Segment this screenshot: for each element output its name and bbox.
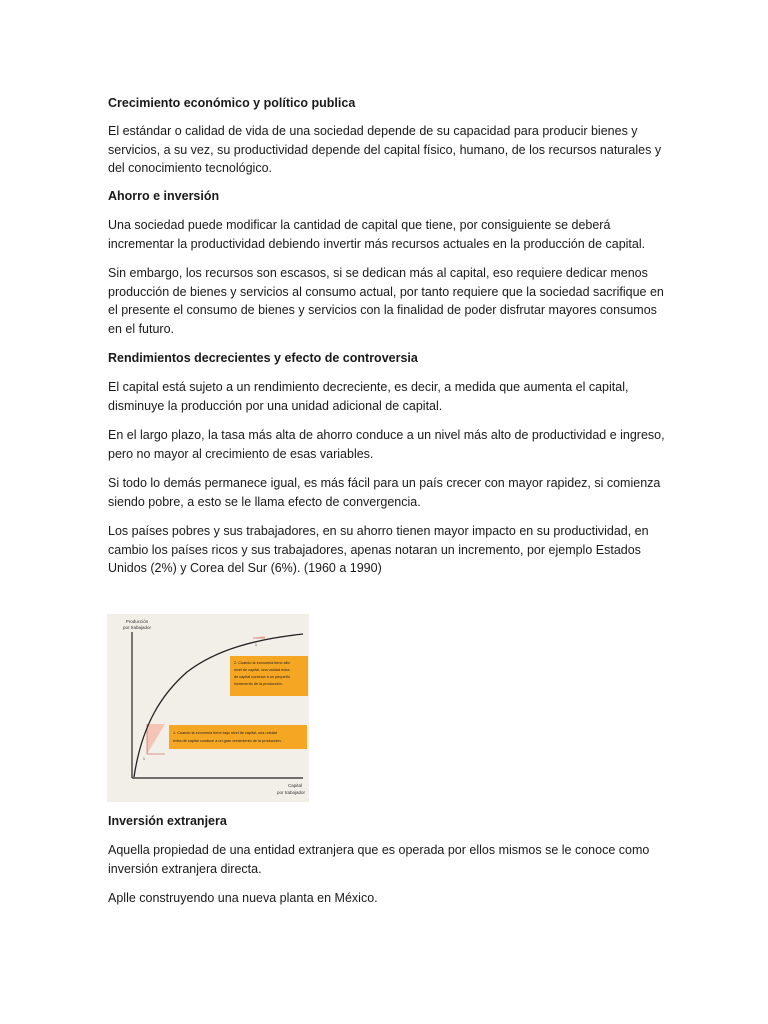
note2-line-2: nivel de capital, una unidad extra <box>234 668 290 672</box>
high-capital-triangle <box>253 636 265 638</box>
note1-line-1: 1. Cuando la economía tiene bajo nivel de capital, una unidad <box>173 731 277 735</box>
ahorro-paragraph-2: Sin embargo, los recursos son escasos, si se dedican más al capital, eso requiere dedicar menos producción de bienes y servicios al consumo actual, por tanto requiere que la sociedad sacrifique en el presente el consumo de bienes y servicios con la finalidad de poder disfrutar mayores consumos en el futuro. <box>108 266 664 336</box>
intro-paragraph: El estándar o calidad de vida de una sociedad depende de su capacidad para producir bienes y servicios, a su vez, su productividad depende del capital físico, humano, de los recursos naturales y del conocimiento tecnológico. <box>108 124 662 175</box>
document-title: Crecimiento económico y político publica <box>108 96 356 110</box>
note2-line-3: de capital conduce a un pequeño <box>234 675 290 679</box>
y-axis-label-line1: Producción <box>125 619 149 624</box>
production-function-figure <box>107 614 309 802</box>
high-capital-tick: 1 <box>255 643 257 647</box>
note1-line-2: extra de capital conduce a un gran crecimiento de la producción. <box>173 739 282 743</box>
note2-line-4: incremento de la producción. <box>234 682 283 686</box>
y-axis-label-line2: por trabajador <box>122 625 152 630</box>
production-curve <box>134 634 303 777</box>
note2-line-1: 2. Cuando la economía tiene alto <box>234 661 290 665</box>
rendimientos-paragraph-3: Si todo lo demás permanece igual, es más fácil para un país crecer con mayor rapidez, si comienza siendo pobre, a esto se le llama efecto de convergencia. <box>108 476 661 509</box>
x-axis-label-line1: Capital <box>287 783 303 788</box>
heading-ahorro: Ahorro e inversión <box>108 189 220 203</box>
heading-inversion: Inversión extranjera <box>108 814 227 828</box>
production-function-diagram <box>107 614 309 802</box>
rendimientos-paragraph-4: Los países pobres y sus trabajadores, en su ahorro tienen mayor impacto en su productividad, en cambio los países ricos y sus trabajadores, apenas notaran un incremento, por ejemplo Estados Unidos (2%) y Corea del Sur (6%). (1960 a 1990) <box>108 524 649 575</box>
heading-rendimientos: Rendimientos decrecientes y efecto de controversia <box>108 351 418 365</box>
ahorro-paragraph-1: Una sociedad puede modificar la cantidad de capital que tiene, por consiguiente se deberá incrementar la productividad debiendo invertir más recursos actuales en la producción de capital. <box>108 218 646 251</box>
low-capital-tick: 1 <box>143 757 145 761</box>
low-capital-triangle <box>147 724 165 754</box>
inversion-paragraph-1: Aquella propiedad de una entidad extranjera que es operada por ellos mismos se le conoce como inversión extranjera directa. <box>108 843 650 876</box>
x-axis-label-line2: por trabajador <box>276 790 306 795</box>
inversion-paragraph-2: Aplle construyendo una nueva planta en México. <box>108 891 378 905</box>
rendimientos-paragraph-2: En el largo plazo, la tasa más alta de ahorro conduce a un nivel más alto de productividad e ingreso, pero no mayor al crecimiento de esas variables. <box>108 428 665 461</box>
rendimientos-paragraph-1: El capital está sujeto a un rendimiento decreciente, es decir, a medida que aumenta el capital, disminuye la producción por una unidad adicional de capital. <box>108 380 629 413</box>
note1-box <box>169 725 307 749</box>
